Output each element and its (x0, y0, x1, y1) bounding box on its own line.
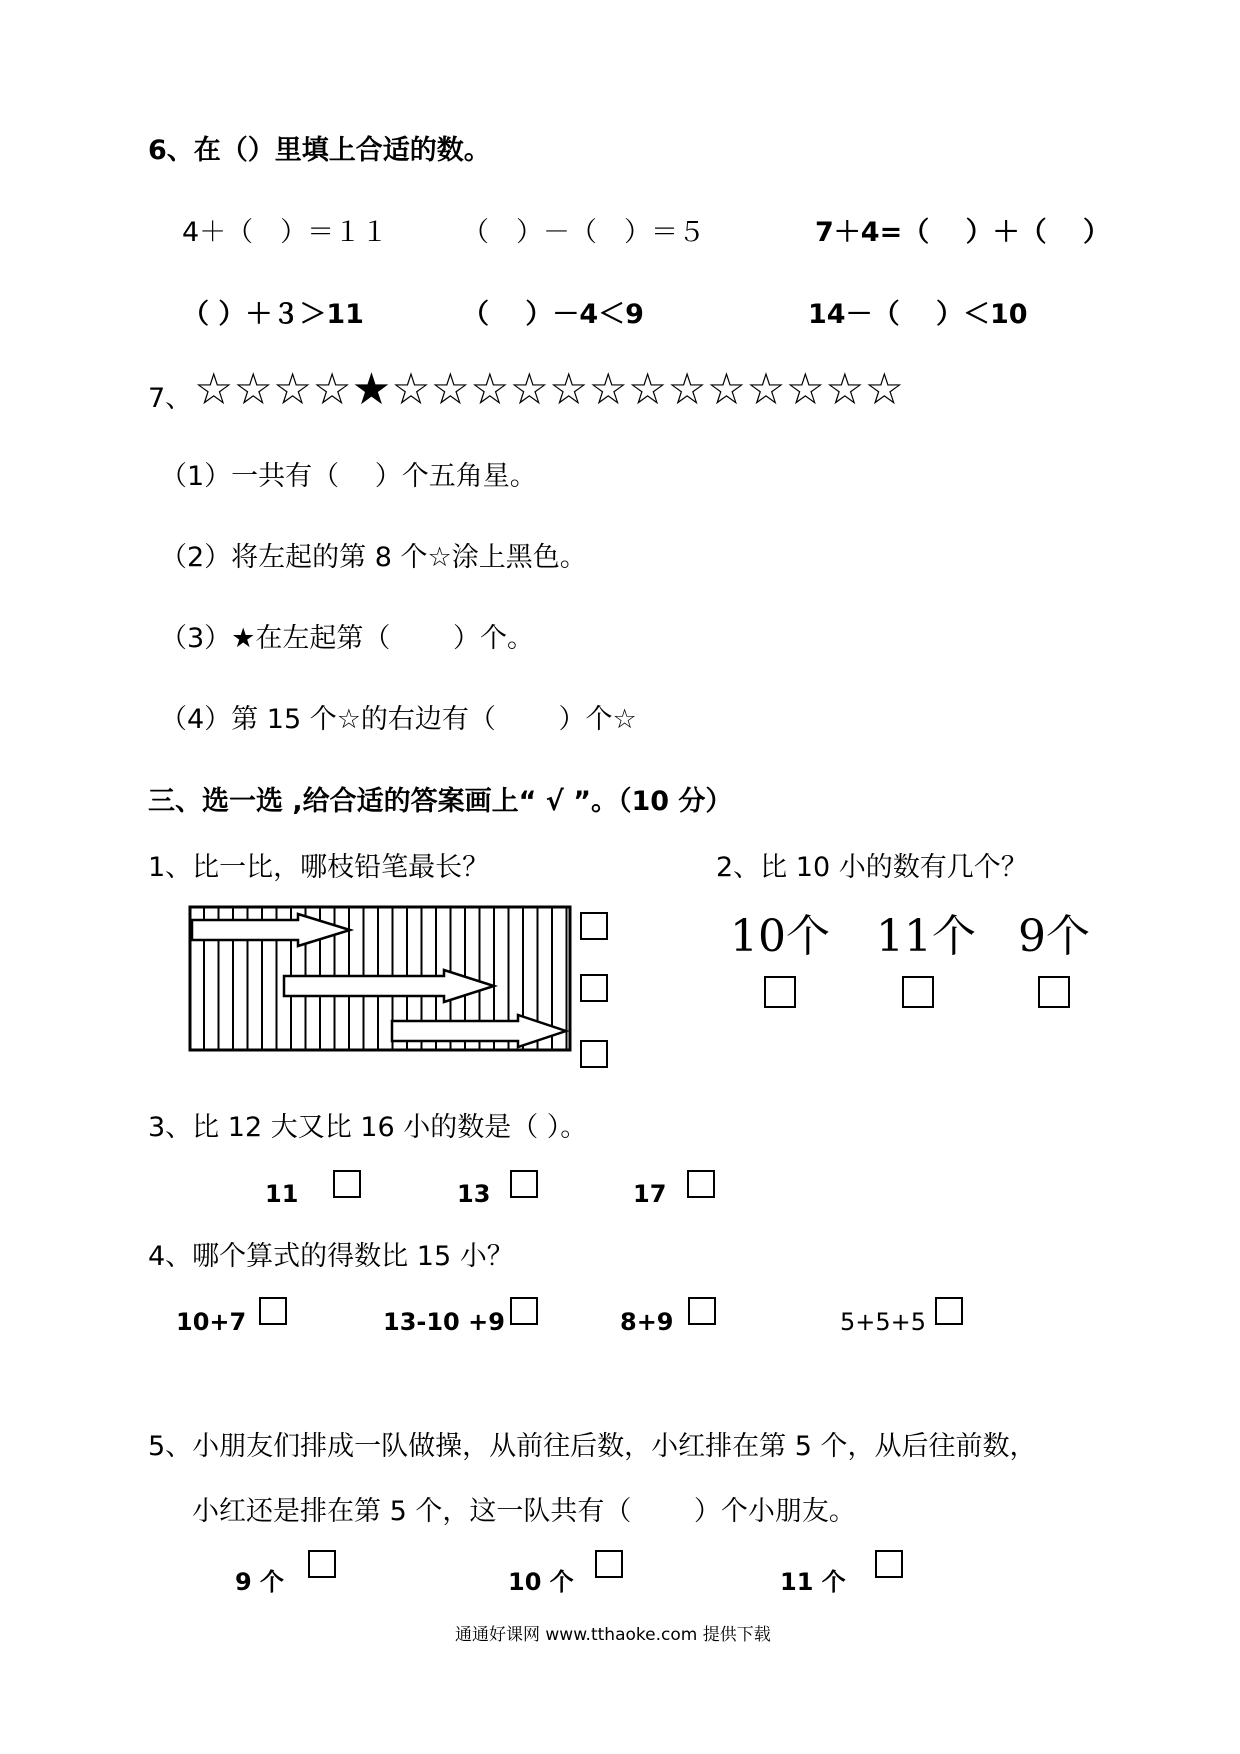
s3q2-text: 2、比 10 小的数有几个？ (716, 852, 1028, 883)
s3q5-option-3-checkbox[interactable] (875, 1550, 903, 1578)
q6-title: 6、在（）里填上合适的数。 (148, 135, 491, 166)
q7-star-row: ☆☆☆☆★☆☆☆☆☆☆☆☆☆☆☆☆☆ (194, 364, 905, 415)
footer-source: 通通好课网 www.tthaoke.com 提供下载 (455, 1625, 771, 1645)
s3q3-text: 3、比 12 大又比 16 小的数是（ ）。 (148, 1112, 588, 1143)
s3q1-option-middle-checkbox[interactable] (580, 974, 608, 1002)
s3q4-option-2: 13-10 +9 (383, 1308, 505, 1336)
q6-eq-1: 4＋（ ）＝１１ (182, 217, 389, 248)
s3q3-option-1: 11 (265, 1180, 299, 1208)
pencil-comparison-figure (188, 904, 574, 1054)
s3q3-option-3-checkbox[interactable] (687, 1170, 715, 1198)
s3q5-option-2-checkbox[interactable] (595, 1550, 623, 1578)
s3q5-line-2: 小红还是排在第 5 个，这一队共有（ ）个小朋友。 (192, 1496, 856, 1527)
s3q4-option-2-checkbox[interactable] (510, 1297, 538, 1325)
s3q3-option-2-checkbox[interactable] (510, 1170, 538, 1198)
q6-eq-4: （ ）＋３＞11 (182, 299, 364, 330)
s3q3-option-2: 13 (457, 1180, 491, 1208)
s3q4-option-4: 5+5+5 (840, 1308, 927, 1336)
s3q5-option-1-checkbox[interactable] (308, 1550, 336, 1578)
q6-eq-3: 7＋4=（ ）＋（ ） (815, 217, 1110, 248)
q7-item-1: （1）一共有（ ）个五角星。 (160, 461, 537, 492)
s3q4-option-1: 10+7 (176, 1308, 247, 1336)
s3q1-text: 1、比一比，哪枝铅笔最长？ (148, 852, 490, 883)
s3q3-option-1-checkbox[interactable] (333, 1170, 361, 1198)
q7-item-2: （2）将左起的第 8 个☆涂上黑色。 (160, 542, 587, 573)
s3q4-option-4-checkbox[interactable] (935, 1297, 963, 1325)
s3q4-option-1-checkbox[interactable] (259, 1297, 287, 1325)
q7-item-4: （4）第 15 个☆的右边有（ ）个☆ (160, 704, 637, 735)
q7-item-3: （3）★在左起第（ ）个。 (160, 623, 534, 654)
section3-title: 三、选一选 ,给合适的答案画上“ √ ”。（10 分） (148, 786, 733, 817)
s3q2-option-2: 11个 (876, 911, 976, 962)
q6-eq-2: （ ）－（ ）＝５ (462, 217, 705, 248)
s3q1-option-top-checkbox[interactable] (580, 912, 608, 940)
s3q2-option-2-checkbox[interactable] (902, 976, 934, 1008)
s3q1-option-bottom-checkbox[interactable] (580, 1040, 608, 1068)
s3q2-option-3: 9个 (1018, 911, 1090, 962)
q6-eq-6: 14－（ ）＜10 (808, 299, 1028, 330)
s3q2-option-3-checkbox[interactable] (1038, 976, 1070, 1008)
s3q4-text: 4、哪个算式的得数比 15 小？ (148, 1241, 514, 1272)
s3q4-option-3-checkbox[interactable] (688, 1297, 716, 1325)
s3q5-option-1: 9 个 (235, 1568, 285, 1596)
s3q5-option-2: 10 个 (508, 1568, 574, 1596)
s3q5-line-1: 5、小朋友们排成一队做操，从前往后数，小红排在第 5 个，从后往前数， (148, 1431, 1037, 1462)
s3q3-option-3: 17 (633, 1180, 667, 1208)
s3q2-option-1: 10个 (730, 911, 830, 962)
q6-eq-5: （ ）－4＜9 (462, 299, 644, 330)
q7-number: 7、 (148, 383, 193, 414)
s3q2-option-1-checkbox[interactable] (764, 976, 796, 1008)
s3q4-option-3: 8+9 (620, 1308, 674, 1336)
s3q5-option-3: 11 个 (780, 1568, 846, 1596)
